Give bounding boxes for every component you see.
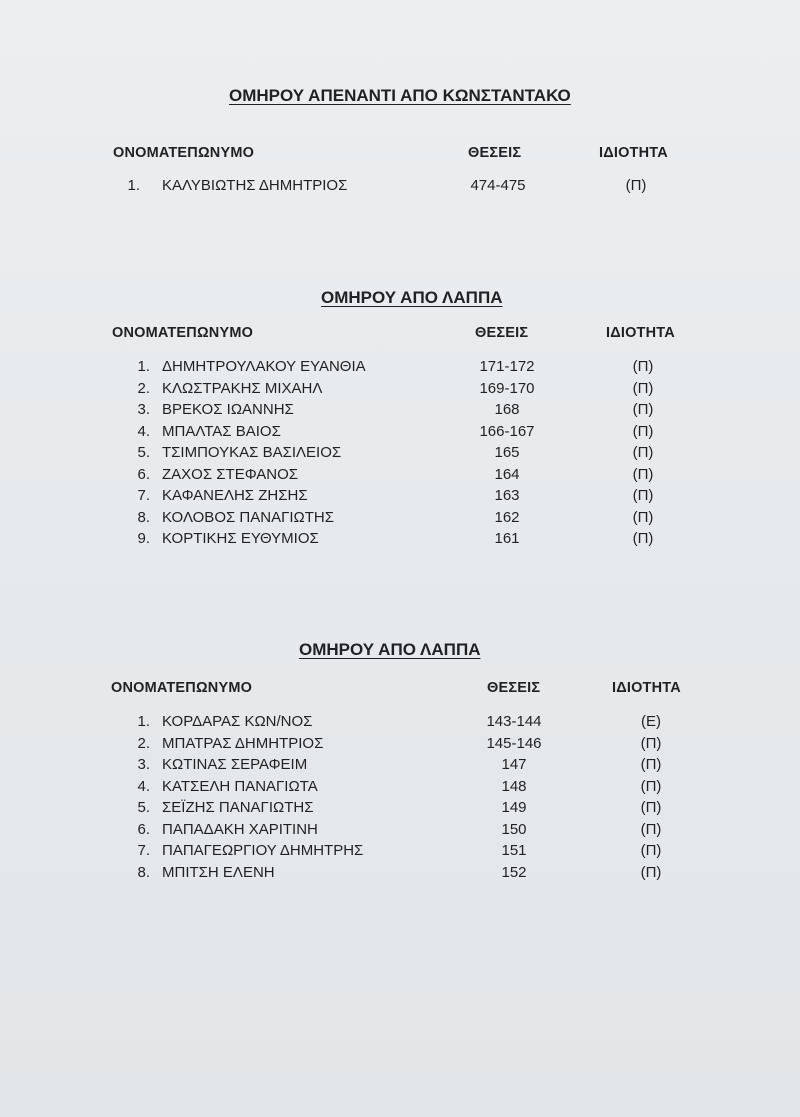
column-header-seats: ΘΕΣΕΙΣ [468, 145, 522, 161]
item-number: 2. [137, 379, 150, 397]
item-seats: 148 [501, 777, 527, 795]
item-name: ΜΠΑΤΡΑΣ ΔΗΜΗΤΡΙΟΣ [162, 734, 324, 752]
item-seats: 474-475 [470, 177, 526, 194]
item-property: (Π) [640, 863, 662, 881]
column-header-property: ΙΔΙΟΤΗΤΑ [612, 680, 681, 696]
list-item [0, 380, 800, 402]
list-item [0, 358, 800, 380]
item-seats: 164 [494, 465, 520, 483]
item-property: (Π) [632, 530, 654, 547]
item-seats: 145-146 [486, 734, 542, 752]
item-property: (Π) [632, 465, 654, 483]
list-item [0, 509, 800, 531]
list-item [0, 821, 800, 843]
section-title: ΟΜΗΡΟΥ ΑΠΕΝΑΝΤΙ ΑΠΟ ΚΩΝΣΤΑΝΤΑΚΟ [229, 86, 571, 105]
item-name: ΚΟΛΟΒΟΣ ΠΑΝΑΓΙΩΤΗΣ [162, 508, 335, 526]
list-item [0, 487, 800, 509]
item-property: (Π) [640, 777, 662, 795]
item-seats: 151 [501, 842, 527, 859]
item-name: ΚΑΛΥΒΙΩΤΗΣ ΔΗΜΗΤΡΙΟΣ [162, 177, 348, 194]
item-seats: 169-170 [479, 379, 535, 397]
section-title: ΟΜΗΡΟΥ ΑΠΟ ΛΑΠΠΑ [299, 640, 481, 659]
item-name: ΠΑΠΑΓΕΩΡΓΙΟΥ ΔΗΜΗΤΡΗΣ [162, 842, 364, 859]
item-name: ΚΟΡΔΑΡΑΣ ΚΩΝ/ΝΟΣ [162, 713, 313, 730]
item-property: (Ε) [641, 713, 661, 730]
column-header-name: ΟΝΟΜΑΤΕΠΩΝΥΜΟ [113, 145, 255, 161]
list-item [0, 713, 800, 735]
item-seats: 143-144 [486, 713, 542, 730]
item-name: ΔΗΜΗΤΡΟΥΛΑΚΟΥ ΕΥΑΝΘΙΑ [162, 358, 366, 375]
section-title: ΟΜΗΡΟΥ ΑΠΟ ΛΑΠΠΑ [321, 288, 503, 307]
item-property: (Π) [640, 799, 662, 816]
item-number: 7. [137, 487, 150, 504]
column-header-seats: ΘΕΣΕΙΣ [487, 680, 541, 696]
item-seats: 171-172 [479, 358, 535, 375]
column-header-name: ΟΝΟΜΑΤΕΠΩΝΥΜΟ [112, 325, 254, 341]
item-name: ΚΛΩΣΤΡΑΚΗΣ ΜΙΧΑΗΛ [162, 379, 323, 397]
item-property: (Π) [632, 444, 654, 461]
column-header-property: ΙΔΙΟΤΗΤΑ [606, 325, 675, 341]
item-number: 3. [137, 756, 150, 773]
item-seats: 149 [501, 799, 527, 816]
item-name: ΚΑΦΑΝΕΛΗΣ ΖΗΣΗΣ [162, 487, 308, 504]
item-name: ΜΠΑΛΤΑΣ ΒΑΙΟΣ [162, 422, 281, 440]
item-seats: 166-167 [479, 422, 535, 440]
item-name: ΤΣΙΜΠΟΥΚΑΣ ΒΑΣΙΛΕΙΟΣ [162, 444, 342, 461]
list-item [0, 423, 800, 445]
item-number: 4. [137, 777, 150, 795]
list-item [0, 177, 800, 199]
column-header-name: ΟΝΟΜΑΤΕΠΩΝΥΜΟ [111, 680, 253, 696]
item-property: (Π) [640, 820, 662, 838]
item-property: (Π) [632, 508, 654, 526]
item-name: ΒΡΕΚΟΣ ΙΩΑΝΝΗΣ [162, 401, 294, 418]
item-property: (Π) [625, 177, 647, 194]
list-item [0, 778, 800, 800]
item-name: ΖΑΧΟΣ ΣΤΕΦΑΝΟΣ [162, 465, 299, 483]
item-number: 6. [137, 465, 150, 483]
item-number: 5. [137, 444, 150, 461]
list-item [0, 756, 800, 778]
item-name: ΚΟΡΤΙΚΗΣ ΕΥΘΥΜΙΟΣ [162, 530, 319, 547]
item-number: 4. [137, 422, 150, 440]
item-number: 2. [137, 734, 150, 752]
item-seats: 163 [494, 487, 520, 504]
item-number: 1. [127, 177, 140, 194]
item-property: (Π) [640, 756, 662, 773]
item-seats: 150 [501, 820, 527, 838]
list-item [0, 401, 800, 423]
item-number: 6. [137, 820, 150, 838]
item-seats: 168 [494, 401, 520, 418]
item-property: (Π) [632, 379, 654, 397]
item-name: ΠΑΠΑΔΑΚΗ ΧΑΡΙΤΙΝΗ [162, 820, 318, 838]
list-item [0, 842, 800, 864]
item-name: ΣΕΪΖΗΣ ΠΑΝΑΓΙΩΤΗΣ [162, 799, 314, 816]
item-seats: 152 [501, 863, 527, 881]
list-item [0, 466, 800, 488]
column-header-seats: ΘΕΣΕΙΣ [475, 325, 529, 341]
item-name: ΜΠΙΤΣΗ ΕΛΕΝΗ [162, 863, 275, 881]
item-property: (Π) [632, 358, 654, 375]
list-item [0, 799, 800, 821]
item-number: 7. [137, 842, 150, 859]
item-number: 8. [137, 863, 150, 881]
list-item [0, 530, 800, 552]
item-number: 1. [137, 358, 150, 375]
item-seats: 147 [501, 756, 527, 773]
item-number: 9. [137, 530, 150, 547]
item-name: ΚΩΤΙΝΑΣ ΣΕΡΑΦΕΙΜ [162, 756, 308, 773]
item-number: 3. [137, 401, 150, 418]
item-property: (Π) [632, 401, 654, 418]
list-item [0, 735, 800, 757]
item-property: (Π) [632, 422, 654, 440]
item-number: 8. [137, 508, 150, 526]
item-seats: 165 [494, 444, 520, 461]
item-property: (Π) [640, 842, 662, 859]
item-name: ΚΑΤΣΕΛΗ ΠΑΝΑΓΙΩΤΑ [162, 777, 318, 795]
item-seats: 162 [494, 508, 520, 526]
column-header-property: ΙΔΙΟΤΗΤΑ [599, 145, 668, 161]
item-property: (Π) [640, 734, 662, 752]
item-number: 5. [137, 799, 150, 816]
item-number: 1. [137, 713, 150, 730]
item-seats: 161 [494, 530, 520, 547]
list-item [0, 444, 800, 466]
list-item [0, 864, 800, 886]
item-property: (Π) [632, 487, 654, 504]
